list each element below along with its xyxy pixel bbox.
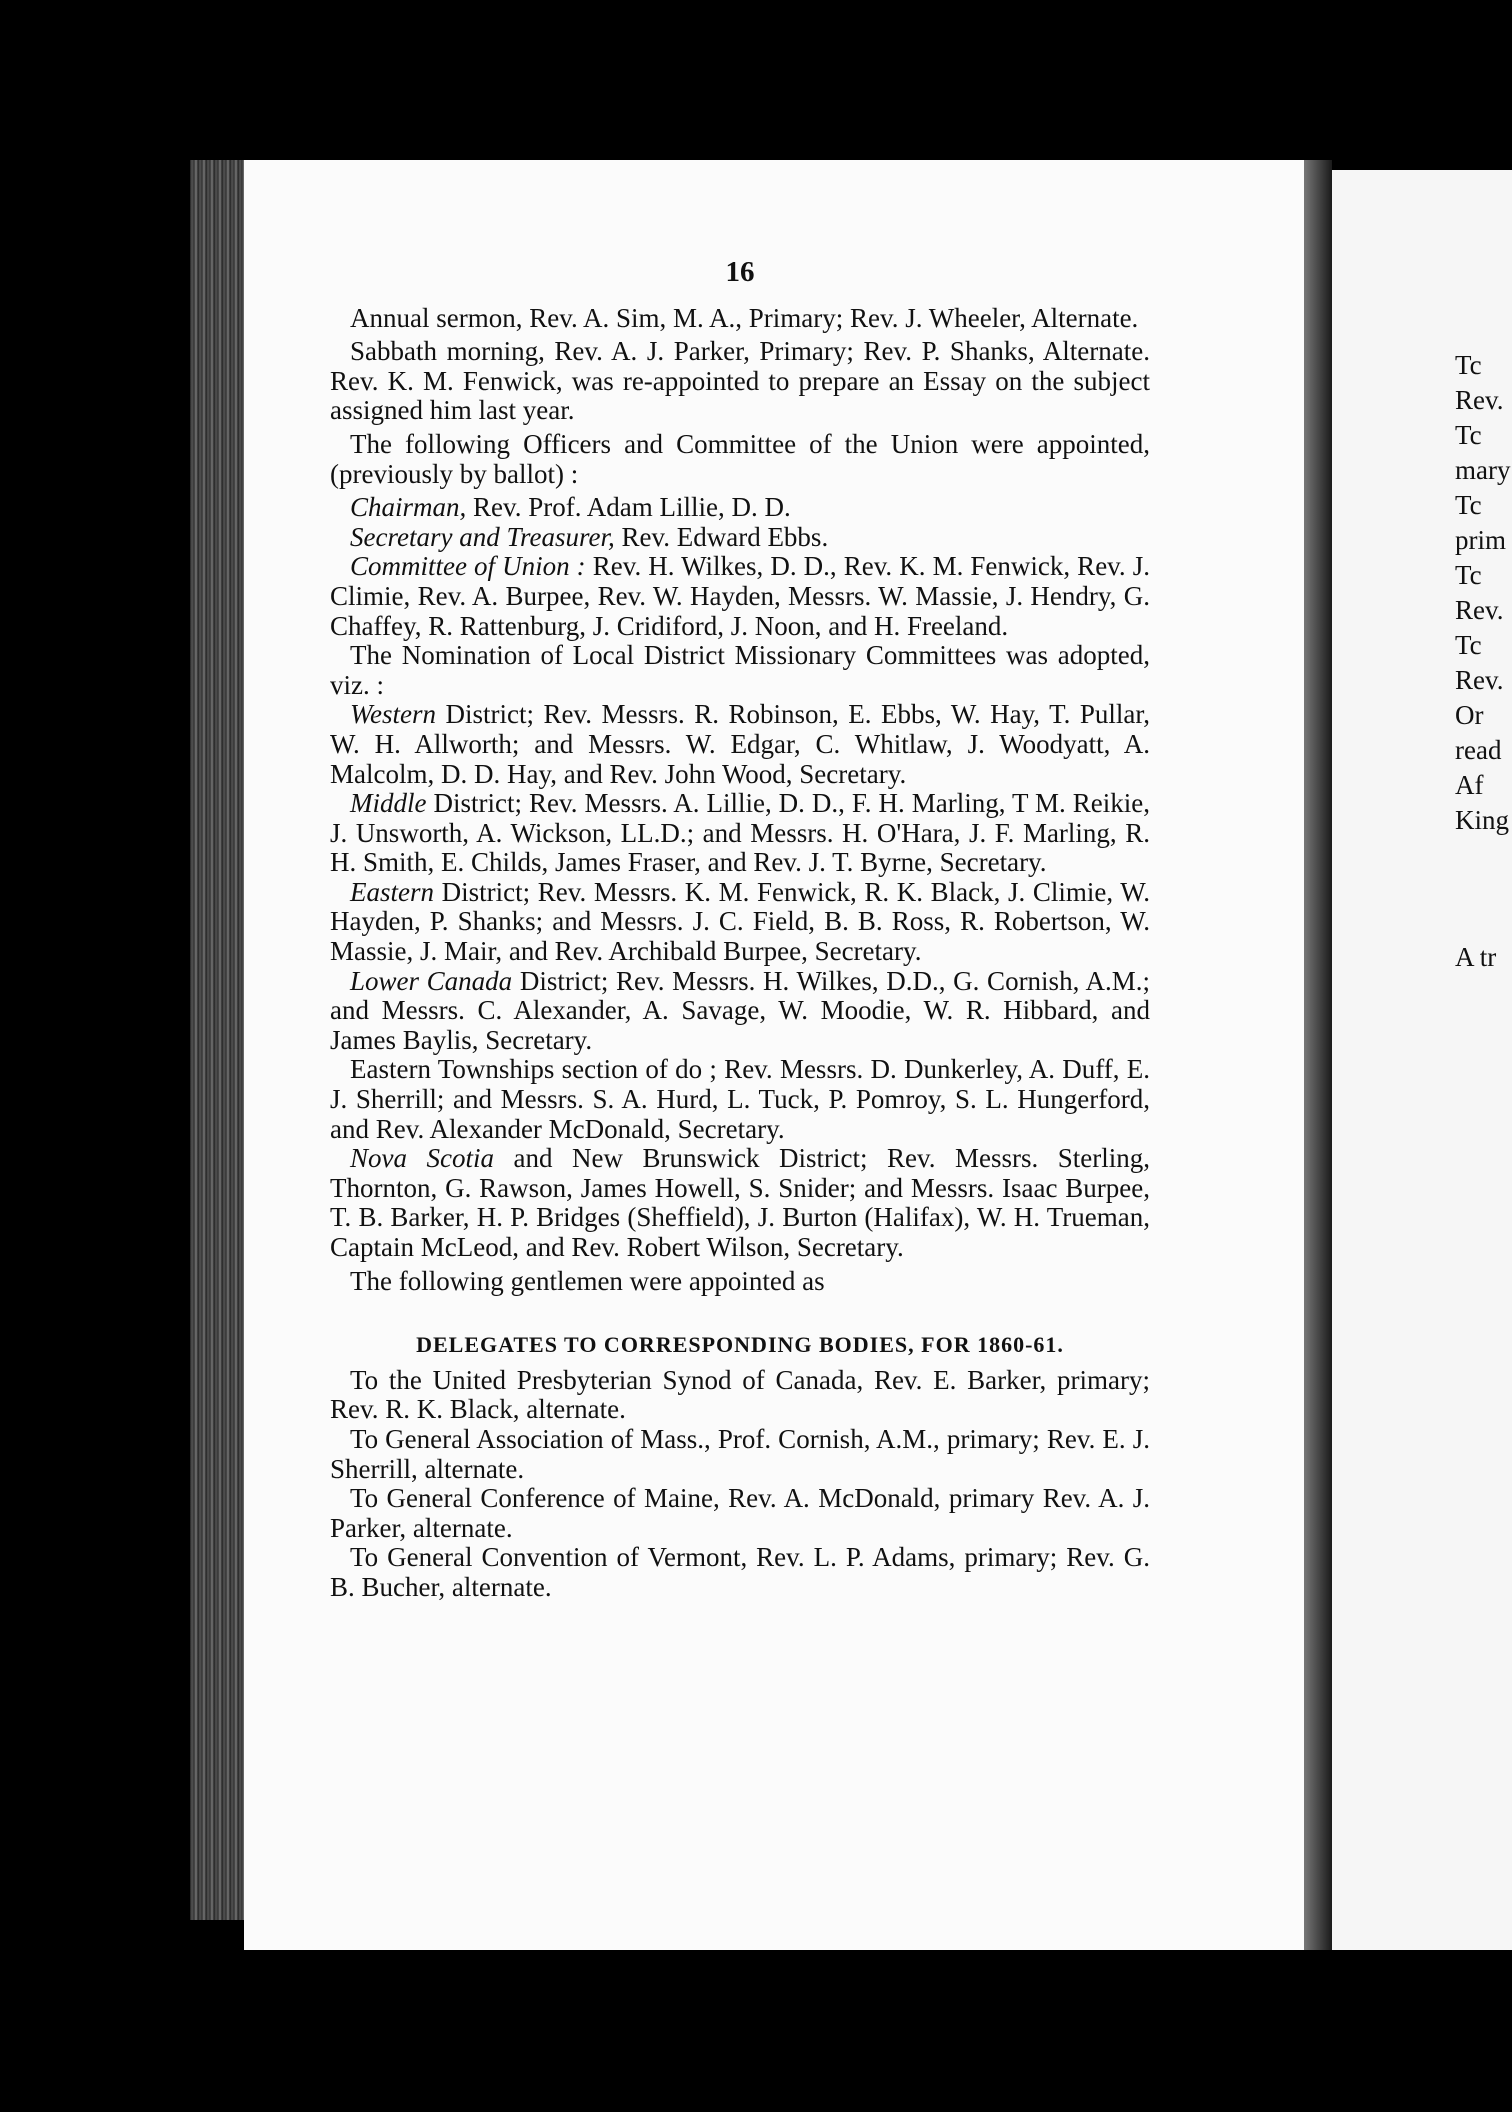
paragraph: Lower Canada District; Rev. Messrs. H. Wilkes, D.D., G. Cornish, A.M.; and Messrs. C. Alexander, A. Savage, W. Moodie, W. R. Hibbard, and James Baylis, Secretary.	[330, 965, 1150, 1055]
paragraph: Western District; Rev. Messrs. R. Robinson, E. Ebbs, W. Hay, T. Pullar, W. H. Allworth; and Messrs. W. Edgar, C. Whitlaw, J. Woodyatt, A. Malcolm, D. D. Hay, and Rev. John Wood, Secretary.	[330, 699, 1150, 789]
facing-page-fragment: Tc	[1455, 560, 1482, 590]
facing-page-fragment: read	[1455, 735, 1502, 765]
facing-page	[1332, 170, 1512, 1950]
paragraph: Nova Scotia and New Brunswick District; Rev. Messrs. Sterling, Thornton, G. Rawson, James Howell, S. Snider; and Messrs. Isaac Burpee, T. B. Barker, H. P. Bridges (Sheffield), J. Burton (Halifax), W. H. Trueman, Captain McLeod, and Rev. Robert Wilson, Secretary.	[330, 1143, 1151, 1262]
paragraph: The following gentlemen were appointed as	[350, 1265, 825, 1296]
paragraph: Sabbath morning, Rev. A. J. Parker, Primary; Rev. P. Shanks, Alternate. Rev. K. M. Fenwick, was re-appointed to prepare an Essay on the subject assigned him last year.	[330, 336, 1150, 426]
facing-page-fragment: Af	[1455, 770, 1484, 800]
page-number: 16	[725, 256, 755, 288]
facing-page-fragment: Tc	[1455, 420, 1482, 450]
paragraph: Annual sermon, Rev. A. Sim, M. A., Primary; Rev. J. Wheeler, Alternate.	[350, 302, 1139, 333]
facing-page-fragment: A tr	[1455, 942, 1497, 972]
paragraph: The Nomination of Local District Missionary Committees was adopted, viz. :	[330, 640, 1150, 700]
facing-page-fragment: Tc	[1455, 630, 1482, 660]
facing-page-fragment: King	[1455, 805, 1509, 835]
delegate-entry: To the United Presbyterian Synod of Canada, Rev. E. Barker, primary; Rev. R. K. Black, alternate.	[330, 1364, 1150, 1425]
book-spine	[190, 160, 245, 1920]
paragraph: Chairman, Rev. Prof. Adam Lillie, D. D.	[350, 492, 791, 523]
page-content	[330, 258, 1150, 1603]
facing-page-fragment: mary	[1455, 455, 1511, 485]
paragraph: Middle District; Rev. Messrs. A. Lillie, D. D., F. H. Marling, T M. Reikie, J. Unsworth, A. Wickson, LL.D.; and Messrs. H. O'Hara, J. F. Marling, R. H. Smith, E. Childs, James Fraser, and Rev. J. T. Byrne, Secretary.	[330, 788, 1150, 878]
facing-page-fragment: Tc	[1455, 350, 1482, 380]
paragraph: Secretary and Treasurer, Rev. Edward Ebbs.	[350, 521, 829, 552]
section-heading: DELEGATES TO CORRESPONDING BODIES, FOR 1860-61.	[416, 1332, 1064, 1358]
book-gutter	[1304, 160, 1332, 1950]
facing-page-fragment: Tc	[1455, 490, 1482, 520]
delegate-entry: To General Association of Mass., Prof. Cornish, A.M., primary; Rev. E. J. Sherrill, alternate.	[330, 1423, 1150, 1484]
paragraph: Eastern District; Rev. Messrs. K. M. Fenwick, R. K. Black, J. Climie, W. Hayden, P. Shanks; and Messrs. J. C. Field, B. B. Ross, R. Robertson, W. Massie, J. Mair, and Rev. Archibald Burpee, Secretary.	[330, 876, 1150, 967]
delegate-entry: To General Conference of Maine, Rev. A. McDonald, primary Rev. A. J. Parker, alternate.	[330, 1483, 1150, 1543]
paragraph: Eastern Townships section of do ; Rev. Messrs. D. Dunkerley, A. Duff, E. J. Sherrill; and Messrs. S. A. Hurd, L. Tuck, P. Pomroy, S. L. Hungerford, and Rev. Alexander McDonald, Secretary.	[330, 1054, 1150, 1144]
facing-page-fragment: prim	[1455, 525, 1506, 555]
facing-page-fragment: Rev.	[1455, 595, 1504, 625]
paragraph: Committee of Union : Rev. H. Wilkes, D. D., Rev. K. M. Fenwick, Rev. J. Climie, Rev. A. Burpee, Rev. W. Hayden, Messrs. W. Massie, J. Hendry, G. Chaffey, R. Rattenburg, J. Cridiford, J. Noon, and H. Freeland.	[330, 551, 1150, 641]
paragraph: The following Officers and Committee of the Union were appointed, (previously by ballot) :	[330, 428, 1150, 489]
facing-page-fragment: Rev.	[1455, 385, 1504, 415]
delegate-entry: To General Convention of Vermont, Rev. L. P. Adams, primary; Rev. G. B. Bucher, alternate.	[330, 1542, 1150, 1602]
facing-page-fragment: Or	[1455, 700, 1484, 730]
facing-page-fragment: Rev.	[1455, 665, 1504, 695]
